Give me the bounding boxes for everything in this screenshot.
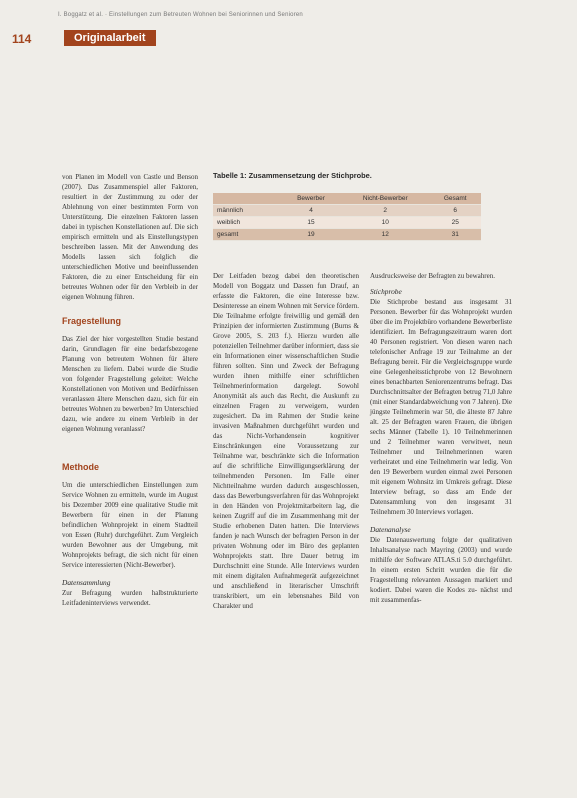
table-cell: 25 [429,217,481,229]
right-column [370,271,512,605]
table-row [213,217,481,229]
middle-paragraph: Der Leitfaden bezog dabei den theoretischen Modell von Boggatz und Dassen fun Drauf, an erfasste die Faktoren, die eine Interesse bzw. Desinteresse an einem Wohnen mit Service fördern. Die Teilnahme erfolgte freiwillig und gemäß den Prinzipien der informierten Zustimmung (Burns & Grove 2005, S. 203 f.). Hierzu wurden alle potenziellen Teilnehmer darüber informiert, dass sie ein Informationen einer wissenschaftlichen Studie führen sollten. Sinn und Zweck der Befragung wurden ihnen mithilfe einer schriftlichen Teilnehmerinformation dargelegt. Sowohl Anonymität als auch das Recht, die Auskunft zu einzelnen Fragen zu verweigern, wurden zugesichert. Da im Rahmen der Studie keine invasiven Maßnahmen durchgeführt wurden und das Nicht-Vorhandensein kognitiver Einschränkungen eine Voraussetzung zur Teilnahme war, beschränkte sich die Information auf die schriftliche Einwilligungserklärung der teilnehmenden Personen. Im Falle einer Nichtteilnahme wurden dadurch ausgeschlossen, dass das Bewerbungsverfahren für das Wohnprojekt in den Händen von Projektmitarbeitern lag, die keinen Zugriff auf die im Zusammenhang mit der Studie erhobenen Daten hatten. Die Interviews fanden je nach Wunsch der befragten Person in der privaten Wohnung oder im Büro des geplanten Wohnprojekts statt. Ihre Dauer betrug im Durchschnitt eine Stunde. Alle Interviews wurden mit einem digitalen Aufnahmegerät aufgezeichnet und anschließend in literarischer Umschrift transkribiert, um ein lebensnahes Bild von Charakter und [213,272,359,610]
table-cell: 4 [281,205,341,217]
right-top-paragraph: Ausdrucksweise der Befragten zu bewahren. [370,272,495,280]
heading-fragestellung: Fragestellung [62,316,122,326]
subheading-stichprobe: Stichprobe [370,287,402,296]
datensammlung-paragraph: Zur Befragung wurden halbstrukturierte Leitfadeninterviews verwendet. [62,589,198,607]
table-cell: 15 [281,217,341,229]
heading-methode: Methode [62,462,99,472]
table-header-cell [213,193,281,205]
running-head: I. Boggatz et al. · Einstellungen zum Betreuten Wohnen bei Seniorinnen und Senioren [58,12,303,18]
table-header-cell: Nicht-Bewerber [341,193,429,205]
table-row [213,205,481,217]
subheading-datenanalyse: Datenanalyse [370,525,411,534]
middle-column [213,271,359,611]
table-header-row [213,193,481,205]
table-cell: männlich [213,205,281,217]
table-cell: 10 [341,217,429,229]
table-row [213,229,481,241]
intro-paragraph: von Planen im Modell von Castle und Benson (2007). Das Zusammenspiel aller Faktoren, resultiert in der Zustimmung zu oder der Ablehnung von einer bestimmten Form von Unterstützung. Die einzelnen Faktoren lassen dabei in typischen Konstellationen auf. Die sich empirisch ermitteln und als Einstellungstypen beschreiben lassen. Mit der Anwendung des Modells lassen sich folglich die unterschiedlichen Motive und beeinflussenden Faktoren, die zu einer Entscheidung für ein betreutes Wohnen oder für den Verbleib in der eigenen Wohnung führen. [62,173,198,301]
methode-paragraph: Um die unterschiedlichen Einstellungen zum Service Wohnen zu ermitteln, wurde im August bis Dezember 2009 eine qualitative Studie mit Bewerbern für einen in der Planung befindlichen Wohnprojekt in einem Stadtteil von Essen (Ruhr) durchgeführt. Zum Vergleich wurden Bewohner aus der Umgebung, mit Wohnprojekts befragt, die sich nicht für einen Service interessierten (Nicht-Bewerber). [62,481,198,569]
page-number: 114 [12,32,32,46]
table-cell: weiblich [213,217,281,229]
table-header-cell: Bewerber [281,193,341,205]
fragestellung-paragraph: Das Ziel der hier vorgestellten Studie bestand darin, Grundlagen für eine bedarfsbezogene Planung von betreutem Wohnen für ältere Menschen zu liefern. Dabei wurde die Studie von folgender Fragestellung geleitet: Welche Konstellationen von Motiven und Bedürfnissen veranlassen ältere Menschen dazu, sich für ein betreutes Wohnen zu bewerben? Im Unterschied dazu, wie andere zu einem Verbleib in der eigenen Wohnung veranlasst? [62,335,198,433]
sample-table [213,193,481,241]
subheading-datensammlung: Datensammlung [62,578,111,587]
datenanalyse-paragraph: Die Datenauswertung folgte der qualitativen Inhaltsanalyse nach Mayring (2003) und wurde mithilfe der Software ATLAS.ti 5.0 durchgeführt. In einem ersten Schritt wurden die für die Fragestellung relevanten Aussagen markiert und kodiert. Dabei waren die Kodes zu- nächst und mit zusammenfas- [370,536,512,604]
section-label: Originalarbeit [64,30,156,46]
table-cell: 31 [429,229,481,241]
table-cell: 19 [281,229,341,241]
left-column [62,172,198,608]
table-cell: 2 [341,205,429,217]
stichprobe-paragraph: Die Stichprobe bestand aus insgesamt 31 Personen. Bewerber für das Wohnprojekt wurden über die im Projektbüro vorhandene Bewerberliste identifiziert. Im Befragungszeitraum waren dort 40 Personen registriert. Von diesen waren nach telefonischer Anfrage 19 zur Teilnahme an der Befragung bereit. Für die Vergleichsgruppe wurde eine Gelegenheitsstichprobe von 12 Bewohnern eines benachbarten Seniorenzentrums befragt. Das Durchschnittsalter der Befragten betrug 71,0 Jahre (mit einer Standardabweichung von 7 Jahren). Die jüngste Teilnehmerin war 50, die älteste 87 Jahre alt. 25 der Befragten waren Frauen, die übrigen sechs Männer (Tabelle 1). 10 Teilnehmerinnen und 2 Teilnehmer waren verwitwet, neun Teilnehmer und Teilnehmerinnen waren verheiratet und eine Teilnehmerin war ledig. Von den 19 Bewerbern wurden einmal zwei Personen mit eigenem Wohnsitz im Umkreis gefragt. Diese Interview befragt, so dass am Ende der Datensammlung von den insgesamt 31 Teilnehmern 30 Interviews vorlagen. [370,298,512,516]
table-cell: 6 [429,205,481,217]
table-caption: Tabelle 1: Zusammensetzung der Stichprobe. [213,171,372,180]
table-cell: gesamt [213,229,281,241]
table-cell: 12 [341,229,429,241]
table-header-cell: Gesamt [429,193,481,205]
